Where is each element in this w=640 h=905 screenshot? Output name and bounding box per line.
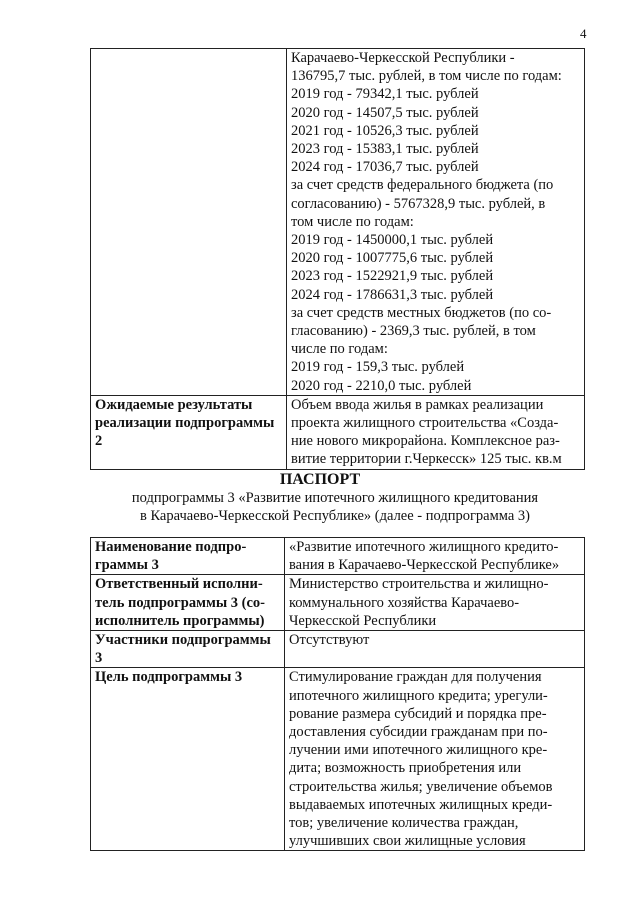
- results-value-cell: Объем ввода жилья в рамках реализации проекта жилищного строительства «Созда- ние нового микрорайона. Комплексное раз- витие территории г.Черкесск» 125 тыс. кв.м: [287, 395, 585, 469]
- funding-value-cell: Карачаево-Черкесской Республики - 136795,7 тыс. рублей, в том числе по годам: 2019 год - 79342,1 тыс. рублей 2020 год - 14507,5 тыс. рублей 2021 год - 10526,3 тыс. рублей 2023 год - 15383,1 тыс. рублей 2024 год - 17036,7 тыс. рублей за счет средств федерального бюджета (по согласованию) - 5767328,9 тыс. рублей, в том числе по годам: 2019 год - 1450000,1 тыс. рублей 2020 год - 1007775,6 тыс. рублей 2023 год - 1522921,9 тыс. рублей 2024 год - 1786631,3 тыс. рублей за счет средств местных бюджетов (по со- гласованию) - 2369,3 тыс. рублей, в том числе по годам: 2019 год - 159,3 тыс. рублей 2020 год - 2210,0 тыс. рублей: [287, 49, 585, 396]
- row-value-name: «Развитие ипотечного жилищного кредито- вания в Карачаево-Черкесской Республике»: [285, 538, 585, 575]
- passport-subtitle: подпрограммы 3 «Развитие ипотечного жилищного кредитования в Карачаево-Черкесской Республике» (далее - подпрограмма 3): [131, 490, 539, 525]
- row-label-goal: Цель подпрограммы 3: [91, 668, 285, 851]
- table-row: [91, 395, 585, 469]
- table-row: [91, 631, 585, 668]
- row-label-name: Наименование подпро- граммы 3: [91, 538, 285, 575]
- page-number: 4: [580, 26, 587, 41]
- row-value-goal: Стимулирование граждан для получения ипотечного жилищного кредита; урегули- рование размера субсидий и порядка пре- доставления субсидии гражданам при по- лучении ими ипотечного жилищного кре- дита; возможность приобретения или строительства жилья; увеличение объемов выдаваемых ипотечных жилищных креди- тов; увеличение количества граждан, улучшивших свои жилищные условия: [285, 668, 585, 851]
- table-row: [91, 668, 585, 851]
- passport-title: ПАСПОРТ: [279, 471, 361, 488]
- row-value-executor: Министерство строительства и жилищно- коммунального хозяйства Карачаево- Черкесской Республики: [285, 575, 585, 631]
- passport-table: [90, 537, 585, 851]
- row-value-participants: Отсутствуют: [285, 631, 585, 668]
- row-label-executor: Ответственный исполни- тель подпрограммы 3 (со- исполнитель программы): [91, 575, 285, 631]
- table-row: [91, 575, 585, 631]
- table-row: [91, 49, 585, 396]
- row-label-participants: Участники подпрограммы 3: [91, 631, 285, 668]
- table-row: [91, 538, 585, 575]
- results-label-cell: Ожидаемые результаты реализации подпрограммы 2: [91, 395, 287, 469]
- funding-table: [90, 48, 585, 470]
- funding-label-cell: [91, 49, 287, 396]
